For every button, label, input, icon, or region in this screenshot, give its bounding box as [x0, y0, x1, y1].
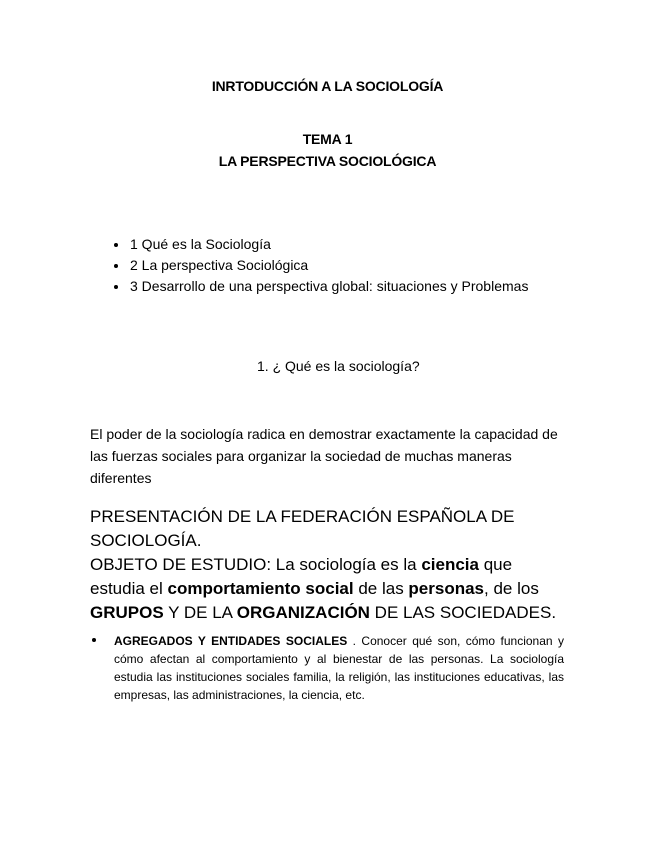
toc-item: 2 La perspectiva Sociológica	[130, 255, 550, 276]
document-title: INRTODUCCIÓN A LA SOCIOLOGÍA	[211, 78, 444, 94]
federation-heading: PRESENTACIÓN DE LA FEDERACIÓN ESPAÑOLA DE SOCIOLOGÍA.	[90, 507, 515, 550]
document-subtitle: LA PERSPECTIVA SOCIOLÓGICA	[218, 153, 437, 169]
list-item: AGREGADOS Y ENTIDADES SOCIALES . Conocer qué son, cómo funcionan y cómo afectan al comportamiento y al bienestar de las personas. La sociología estudia las instituciones sociales familia, la religión, las instituciones educativas, las empresas, las administraciones, la ciencia, etc.	[92, 632, 564, 704]
objeto-de-estudio: OBJETO DE ESTUDIO: La sociología es la ciencia que estudia el comportamiento social de las personas, de los GRUPOS Y DE LA ORGANIZACIÓN DE LAS SOCIEDADES.	[90, 555, 557, 622]
toc-item: 3 Desarrollo de una perspectiva global: situaciones y Problemas	[130, 276, 550, 297]
objeto-label: OBJETO DE ESTUDIO:	[90, 555, 276, 574]
section-heading: 1. ¿ Qué es la sociología?	[257, 358, 420, 374]
bullet-list	[92, 632, 564, 704]
federation-block	[90, 505, 570, 625]
intro-paragraph: El poder de la sociología radica en demostrar exactamente la capacidad de las fuerzas sociales para organizar la sociedad de muchas maneras diferentes	[90, 426, 558, 486]
table-of-contents	[110, 234, 550, 297]
tema-label: TEMA 1	[302, 131, 353, 147]
toc-item: 1 Qué es la Sociología	[130, 234, 550, 255]
